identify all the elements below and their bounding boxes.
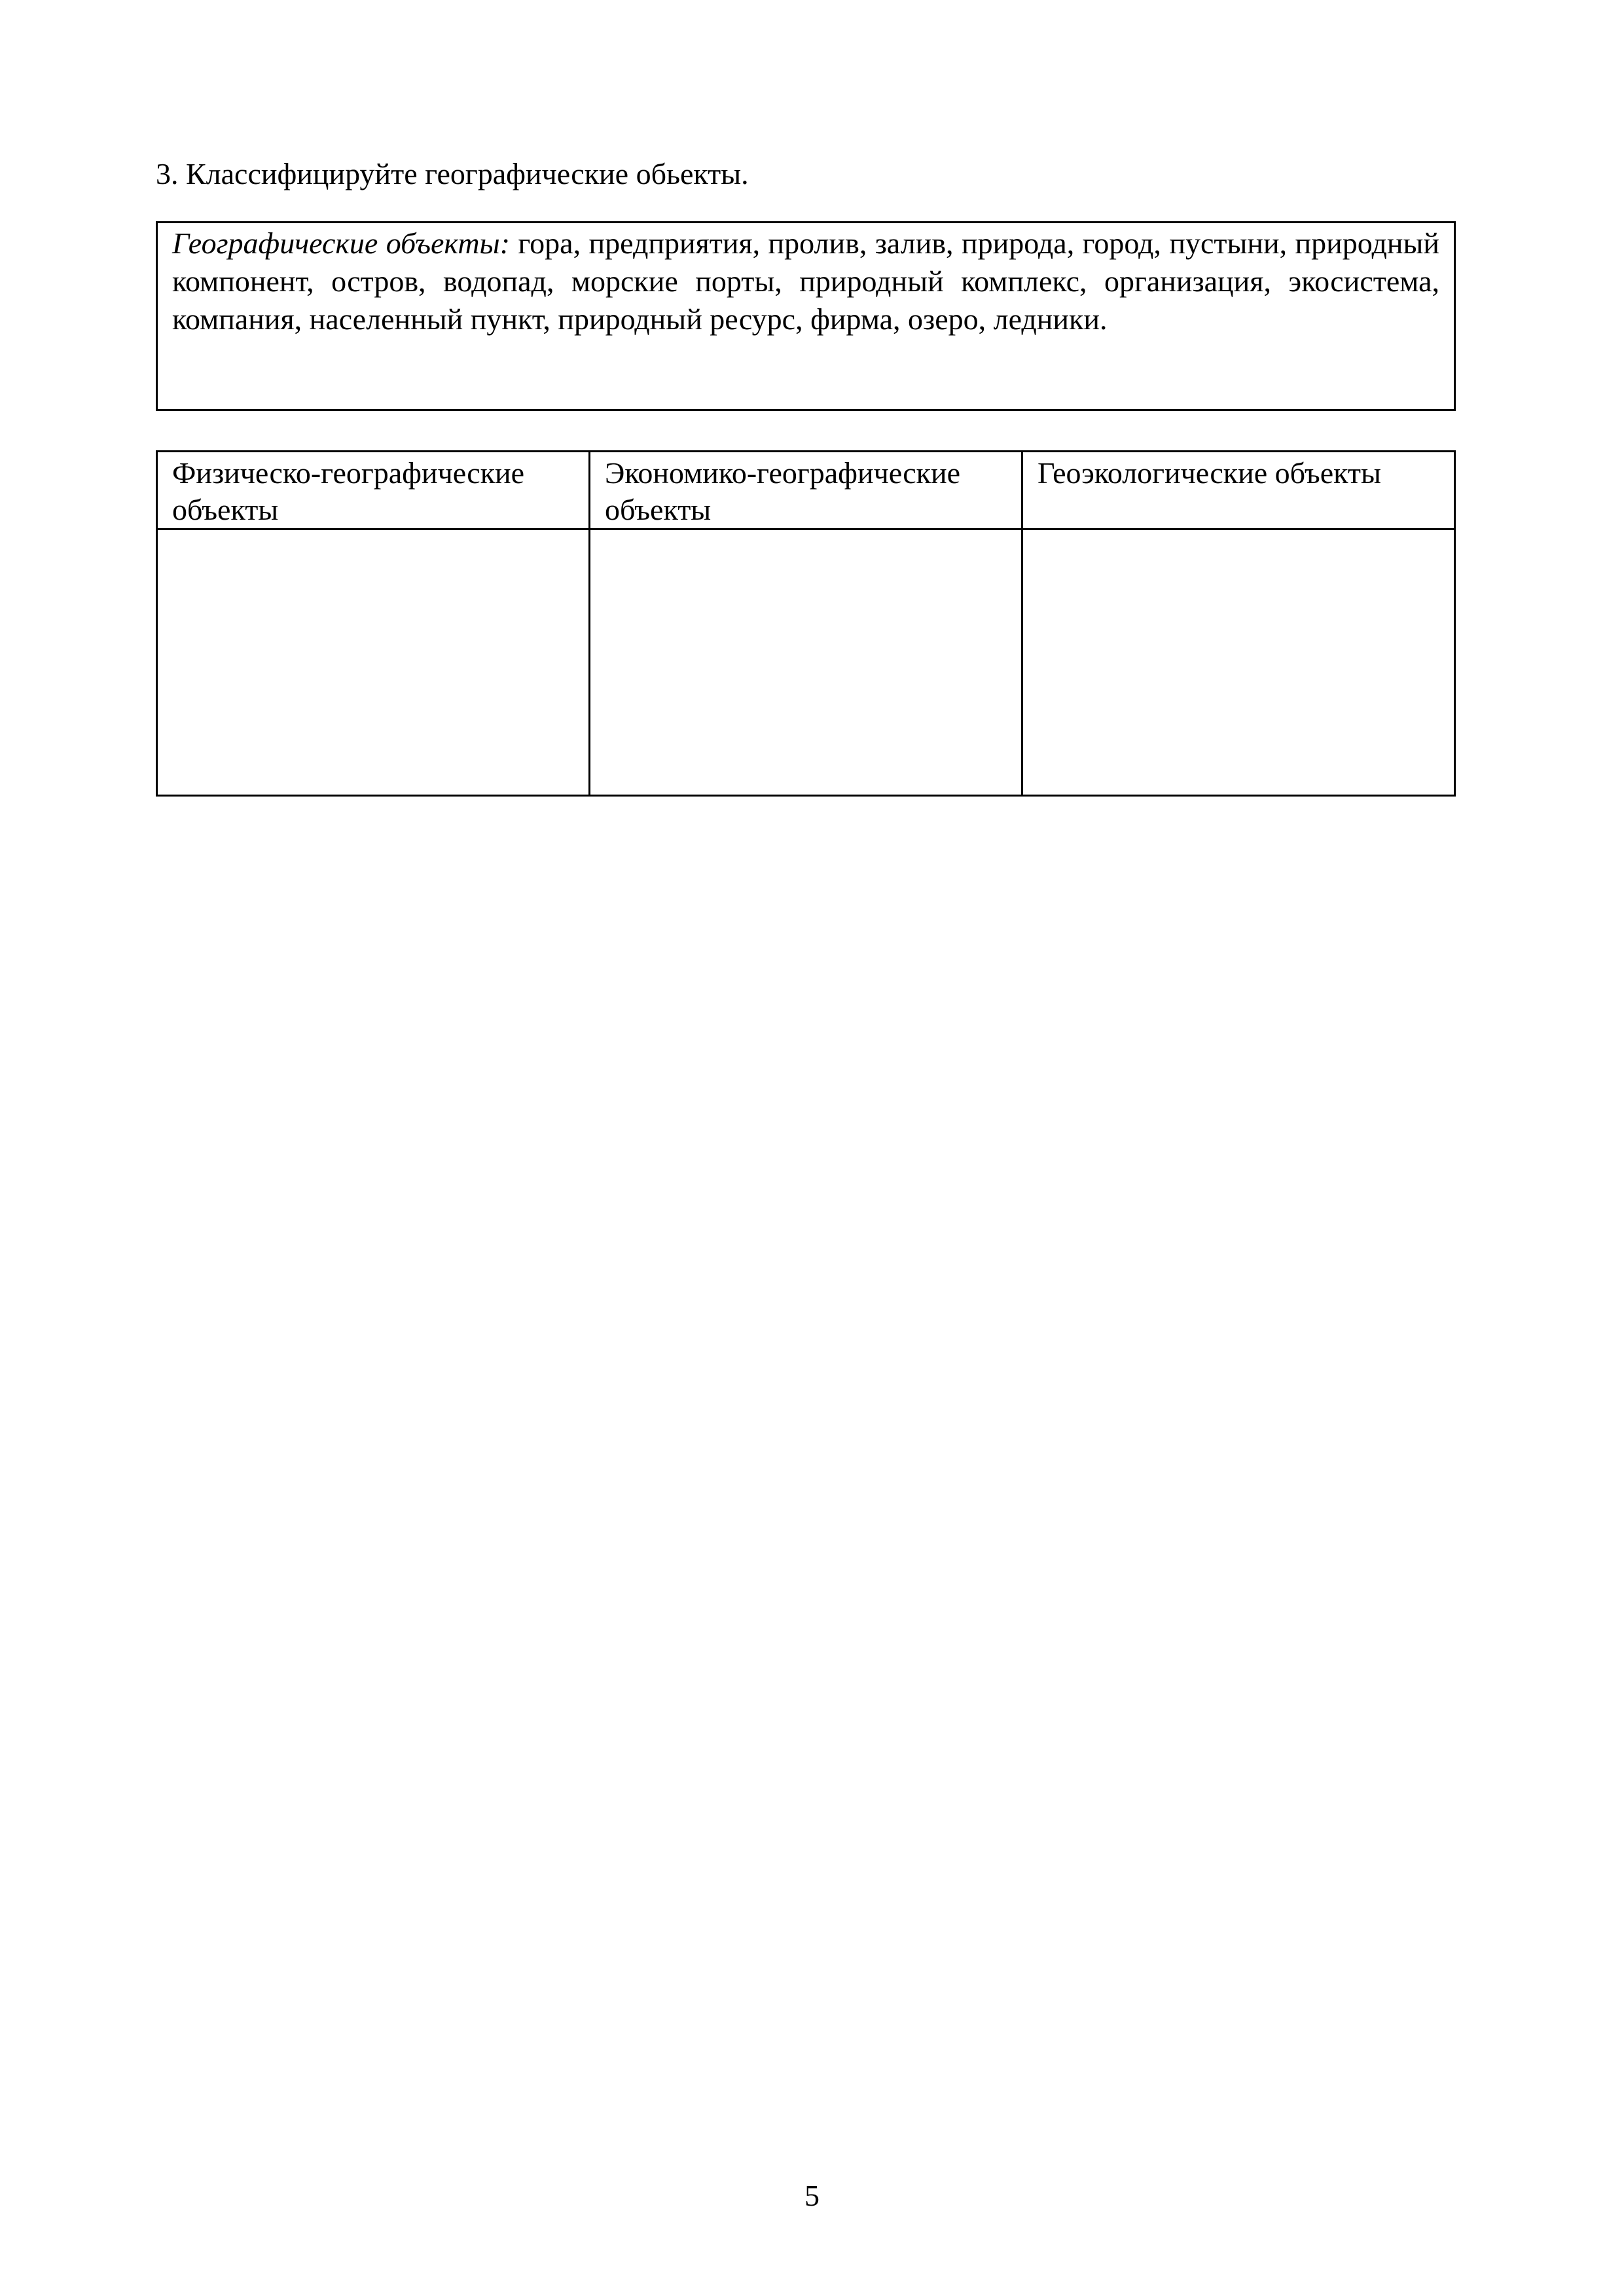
answer-cell-physical-geographic[interactable]	[157, 529, 590, 796]
task-title: 3. Классифицируйте географические обьекты.	[156, 157, 749, 190]
header-physical-geographic: Физическо-географические объекты	[157, 452, 590, 529]
table-header-row	[157, 452, 1455, 529]
objects-box-items: гора, предприятия, пролив, залив, природа, город, пустыни, природный компонент, остров, водопад, морские порты, природный комплекс, организация, экосистема, компания, населенный пункт, природный ресурс, фирма, озеро, ледники.	[172, 226, 1439, 336]
page-number: 5	[804, 2179, 820, 2212]
answer-cell-geoecological[interactable]	[1022, 529, 1455, 796]
table-row	[157, 529, 1455, 796]
classification-table	[156, 450, 1456, 797]
objects-box-lead: Географические объекты:	[172, 226, 511, 260]
header-geoecological: Геоэкологические объекты	[1022, 452, 1455, 529]
header-economic-geographic: Экономико-географические объекты	[590, 452, 1022, 529]
answer-cell-economic-geographic[interactable]	[590, 529, 1022, 796]
geographic-objects-box	[156, 221, 1456, 411]
